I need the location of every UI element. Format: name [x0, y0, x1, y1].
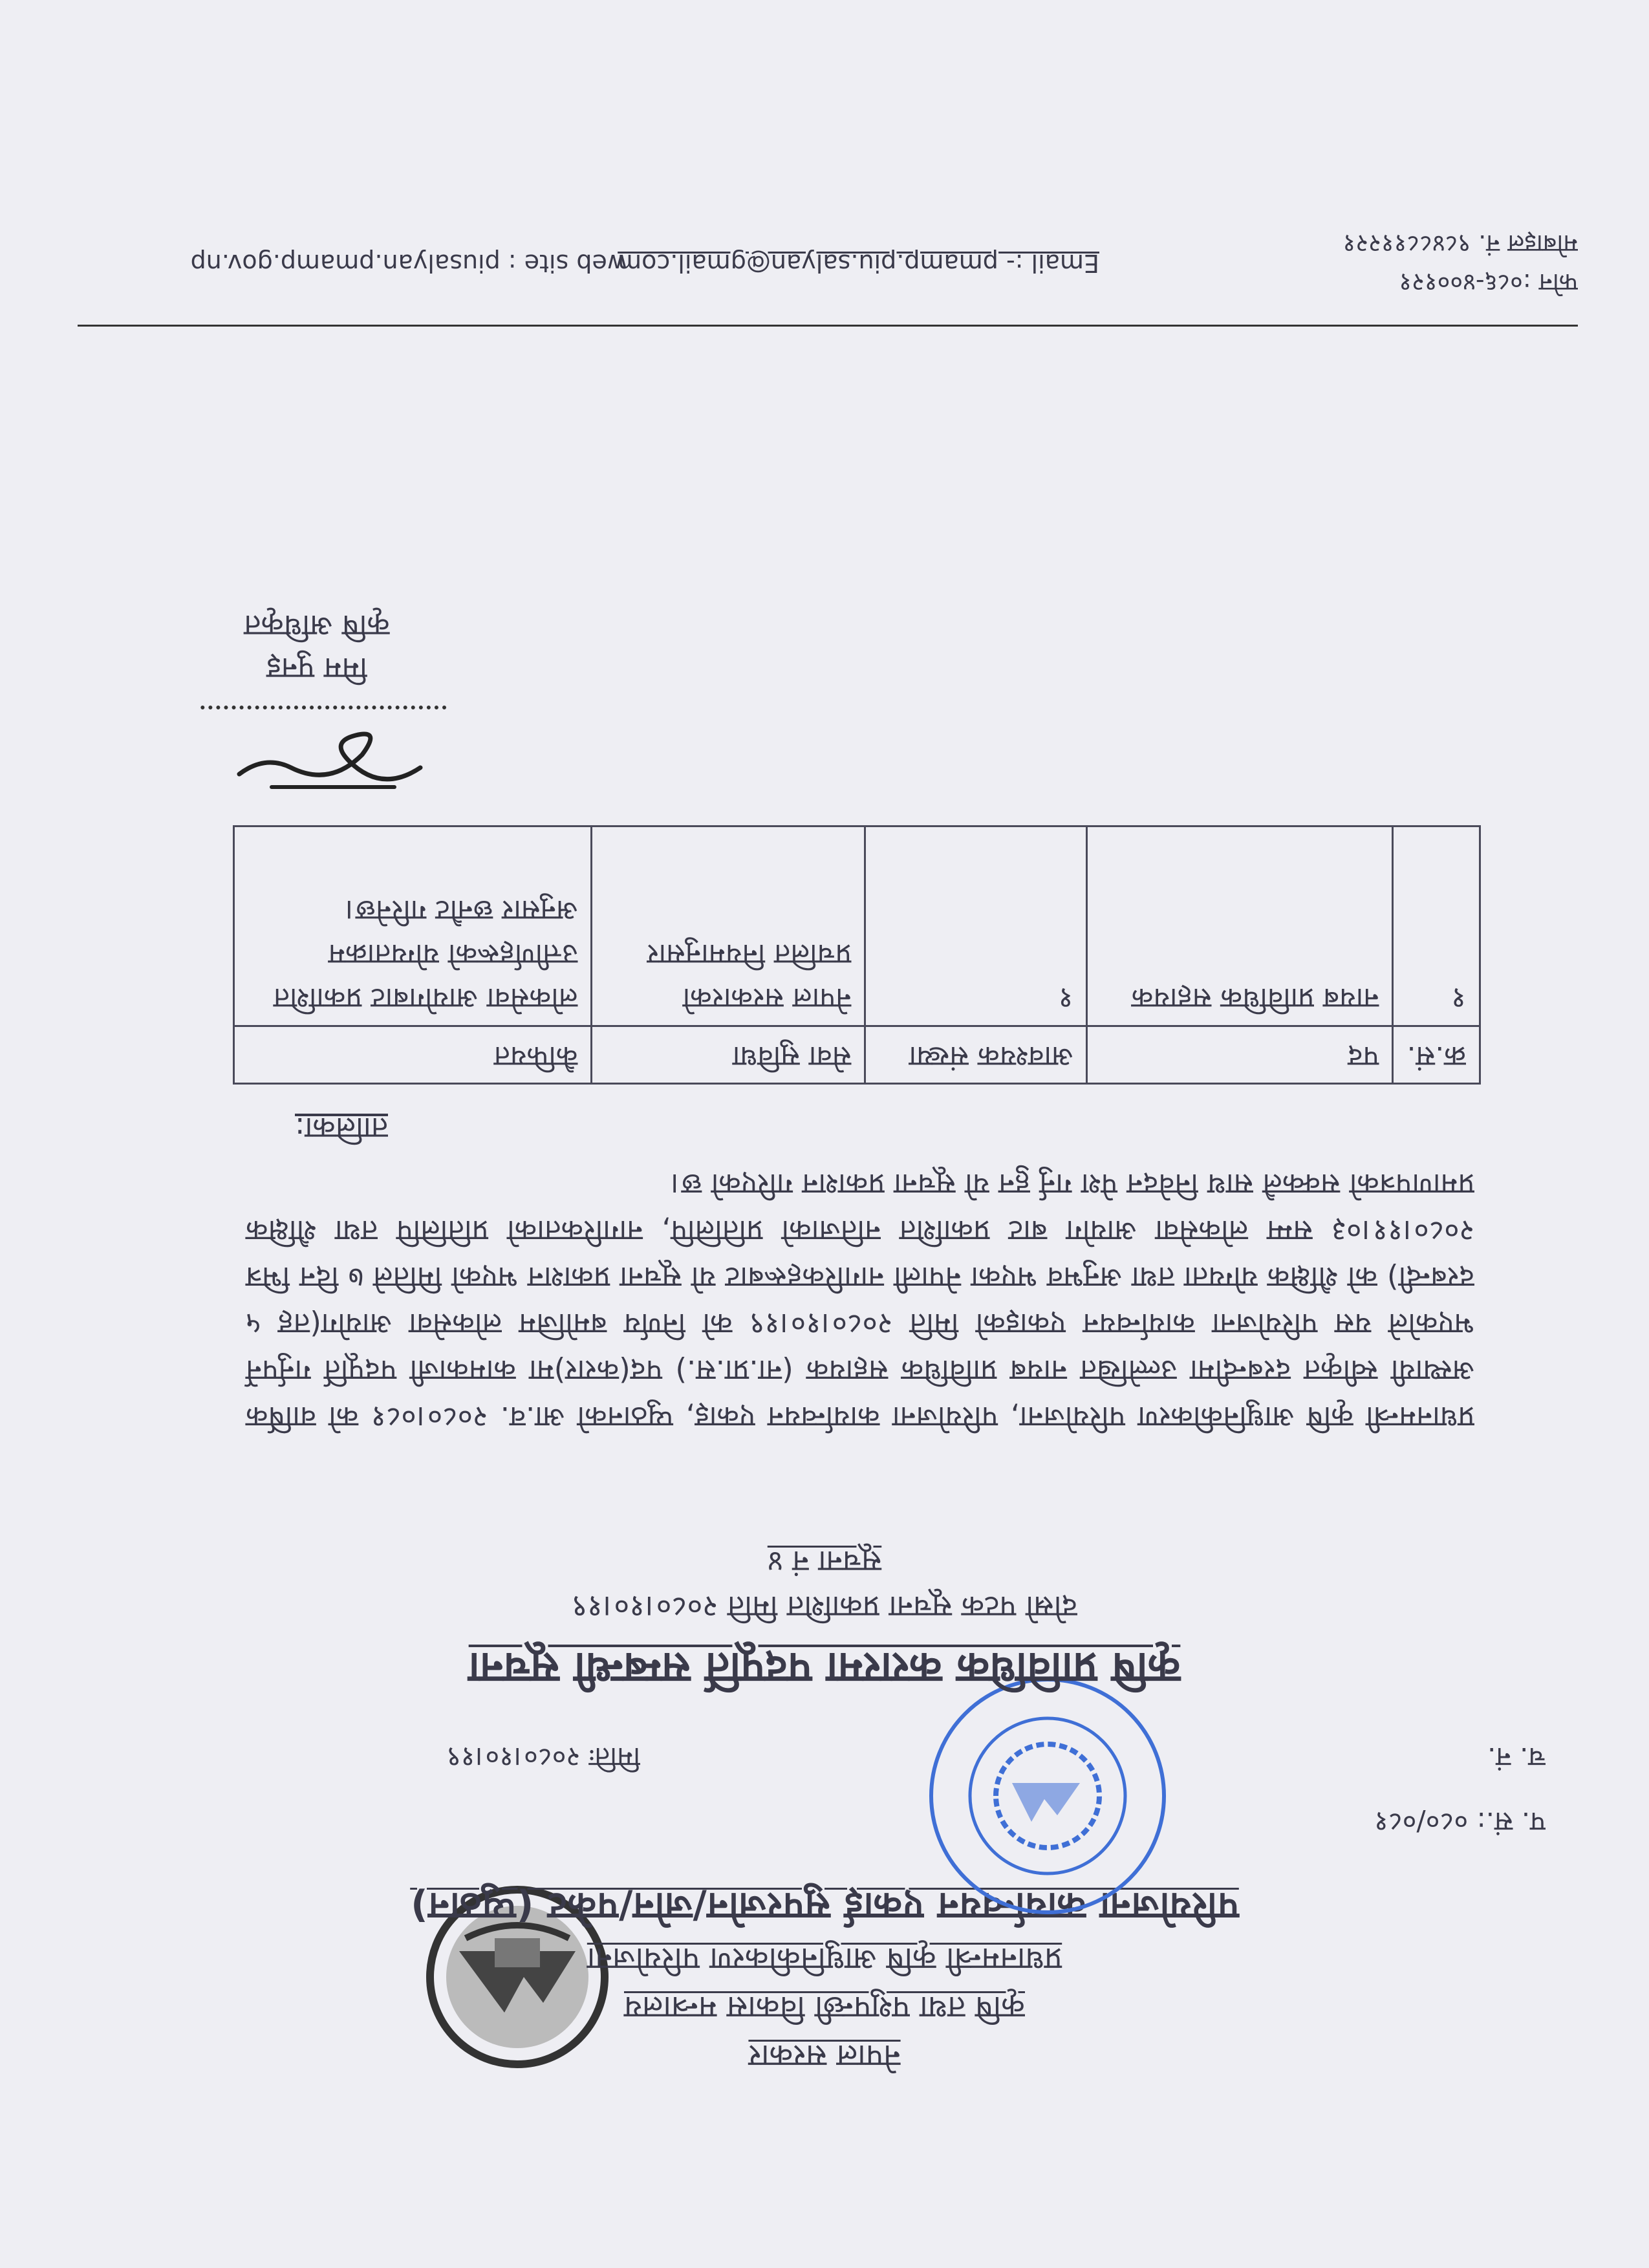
cell-benefits: नेपाल सरकारको प्रचलित नियमानुसार [592, 826, 865, 1026]
mobile-number: मोबाइल नं. ९८४८८११२२१ [1342, 230, 1578, 258]
project-name: प्रधानमन्त्री कृषि आधुनिकीकरण परियोजना [587, 1941, 1062, 1977]
position-table [233, 825, 1481, 1085]
office-seal-stamp [918, 1667, 1177, 1925]
signatory-block [200, 605, 433, 690]
notice-body: प्रधानमन्त्री कृषि आधुनिकीकरण परियोजना, परियोजना कार्यान्वयन एकाइ, प्युठानको आ.व. २०८०।०८१ को वार्षिक अस्थायी स्वीकृत दरबन्दीमा उल्लेखित नायब प्राविधिक सहायक (ना.प्रा.स.) पद(करार)मा कामकाजी पदपूर्ति गर्नुपर्ने भएकोले यस परियोजना कार्यान्वयन एकाइको मिति २०८०।१०।१९ को निर्णय बमोजिम लोकसेवा आयोग(तह ५ दरबन्दी) को शैक्षिक योग्यता तथा अनुभव भएका नेपाली नागरिकहरूबाट यो सूचना प्रकाशन भएको मितिले ७ दिन भित्र २०८०।११।०३ सम्म लोकसेवा आयोग बाट प्रकाशित नतिजाको प्रतिलिपि, नागरिकताको प्रतिलिपि तथा शैक्षिक प्रमाणपत्रको सक्कलै साथ निवेदन पेश गर्नु हुन यो सूचना प्रकाशन गरिएको छ। [246, 1167, 1474, 1434]
cell-serial: १ [1393, 826, 1480, 1026]
government-name: नेपाल सरकार [748, 2038, 901, 2074]
letter-date: मितिः २०८०।१०।१९ [446, 1742, 640, 1773]
website-link[interactable]: web site : piusalyan.pmamp.gov.np [190, 249, 627, 277]
notice-subtitle: दोस्रो पटक सूचना प्रकाशित मिति २०८०।१०।१९ [572, 1590, 1077, 1625]
notice-number: सूचना नं ४ [767, 1544, 882, 1579]
signatory-designation: कृषि अधिकृत [244, 609, 390, 643]
col-remarks: कैफियत [234, 1026, 592, 1084]
table-header-row [234, 1026, 1480, 1084]
col-count: आवश्यक संख्या [865, 1026, 1087, 1084]
signatory-name: मिम पुनइ [266, 651, 367, 686]
cell-post: नायब प्राविधिक सहायक [1087, 826, 1393, 1026]
unit-name: परियोजना कार्यान्वयन एकाई सुपरजोन/जोन/पकेट (प्युठान) [410, 1885, 1239, 1928]
notice-title: कृषि प्राविधिक करारमा पदपूर्ति सम्बन्धी सूचना [468, 1643, 1181, 1693]
footer-divider [78, 325, 1578, 327]
handwritten-signature [226, 716, 433, 806]
col-benefits: सेवा सुविधा [592, 1026, 865, 1084]
cell-remarks: लोकसेवा आयोगबाट प्रकाशित उत्तीर्णहरूको योग्यताक्रम अनुसार छनौट गरिनेछ। [234, 826, 592, 1026]
ministry-name: कृषि तथा पशुपन्छी विकास मन्त्रालय [624, 1989, 1025, 2025]
cell-count: १ [865, 826, 1087, 1026]
col-post: पद [1087, 1026, 1393, 1084]
dispatch-number: च. नं. [1487, 1742, 1546, 1773]
email-link[interactable]: Email :- pmamp.piu.salyan@gmail.com [618, 249, 1099, 277]
ref-number: प. सं.: ०८०/०८१ [1374, 1806, 1546, 1838]
table-row [234, 826, 1480, 1026]
phone-number: फोन :०८६-४००१२१ [1399, 268, 1578, 297]
contact-phones [1343, 224, 1578, 302]
table-label: तालिका: [295, 1111, 388, 1146]
signature-line [200, 706, 446, 709]
col-serial: क्र.सं. [1393, 1026, 1480, 1084]
